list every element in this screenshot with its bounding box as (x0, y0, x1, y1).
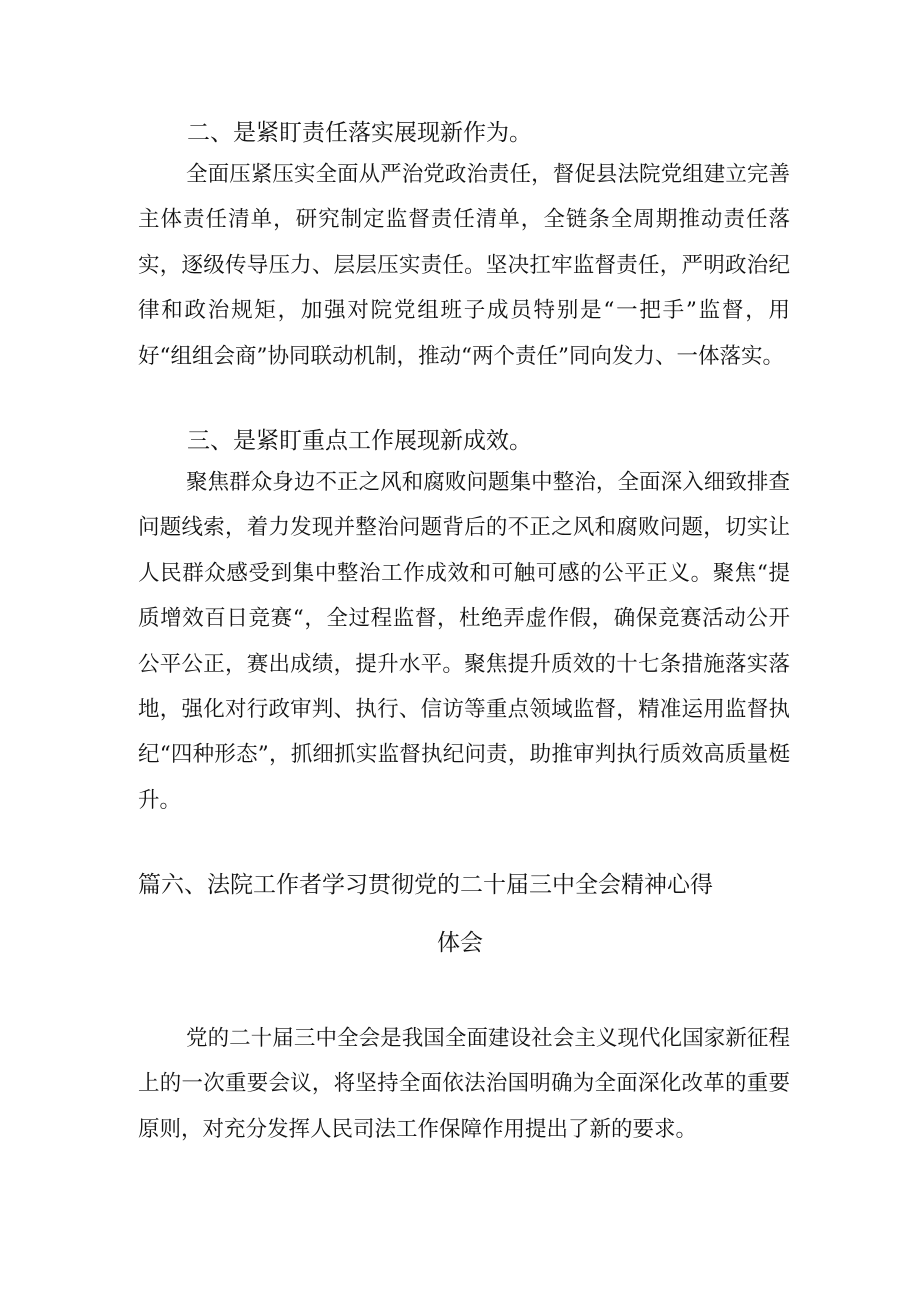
article-title-line1: 篇六、法院工作者学习贯彻党的二十届三中全会精神心得 (138, 872, 713, 898)
section-paragraph-2: 全面压紧压实全面从严治党政治责任，督促县法院党组建立完善主体责任清单，研究制定监督责任清单，全链条全周期推动责任落实，逐级传导压力、层层压实责任。坚决扛牢监督责任，严明政治纪律和政治规矩，加强对院党组班子成员特别是“一把手”监督，用好“组组会商”协同联动机制，推动“两个责任”同向发力、一体落实。 (138, 162, 790, 369)
section-heading-2: 二、是紧盯责任落实展现新作为。 (187, 120, 532, 146)
section-paragraph-3: 聚焦群众身边不正之风和腐败问题集中整治，全面深入细致排查问题线索，着力发现并整治问题背后的不正之风和腐败问题，切实让人民群众感受到集中整治工作成效和可触可感的公平正义。聚焦“提质增效百日竞赛“，全过程监督，杜绝弄虚作假，确保竞赛活动公开公平公正，赛出成绩，提升水平。聚焦提升质效的十七条措施落实落地，强化对行政审判、执行、信访等重点领域监督，精准运用监督执纪“四种形态”，抓细抓实监督执纪问责，助推审判执行质效高质量梃升。 (138, 470, 790, 813)
article-intro-paragraph: 党的二十届三中全会是我国全面建设社会主义现代化国家新征程上的一次重要会议，将坚持全面依法治国明确为全面深化改革的重要原则，对充分发挥人民司法工作保障作用提出了新的要求。 (138, 1026, 790, 1142)
article-title-line2: 体会 (437, 930, 483, 956)
section-heading-3: 三、是紧盯重点工作展现新成效。 (187, 428, 532, 454)
